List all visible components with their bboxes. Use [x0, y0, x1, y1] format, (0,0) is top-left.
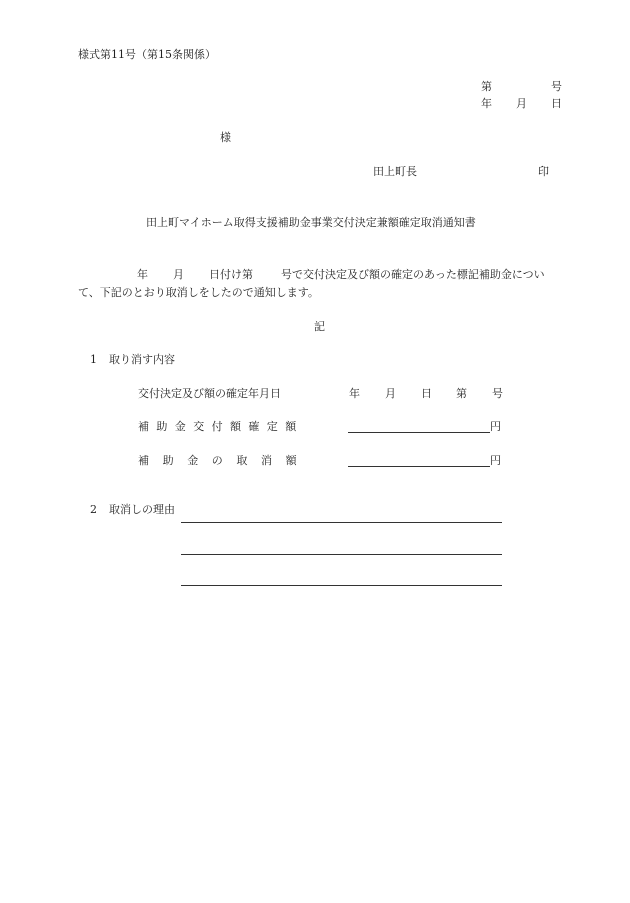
cancel-amount-unit: 円	[490, 454, 501, 467]
cancel-amount-underline	[348, 466, 490, 467]
reason-line-2	[181, 554, 502, 555]
row-decision-day: 日	[421, 387, 432, 400]
reason-line-1	[181, 522, 502, 523]
row-confirmed-amount-label: 補助金交付額確定額	[138, 420, 304, 433]
ki-heading: 記	[314, 320, 325, 333]
confirmed-amount-underline	[348, 432, 490, 433]
section1-number: 1	[90, 353, 97, 366]
row-decision-no-suffix: 号	[492, 387, 503, 400]
number-suffix: 号	[551, 80, 562, 93]
body-text-line2: て、下記のとおり取消しをしたので通知します。	[78, 286, 319, 299]
date-day: 日	[551, 97, 562, 110]
section1-heading: 取り消す内容	[109, 353, 175, 366]
number-prefix: 第	[481, 80, 492, 93]
section2-heading: 取消しの理由	[109, 503, 175, 516]
body-year: 年	[137, 268, 148, 281]
row-decision-date-label: 交付決定及び額の確定年月日	[138, 387, 281, 400]
issuer-title: 田上町長	[373, 165, 417, 178]
body-dated: 日付け第	[209, 268, 253, 281]
reason-line-3	[181, 585, 502, 586]
document-title: 田上町マイホーム取得支援補助金事業交付決定兼額確定取消通知書	[146, 216, 476, 229]
form-label: 様式第11号（第15条関係）	[78, 48, 216, 61]
row-decision-no-prefix: 第	[456, 387, 467, 400]
date-month: 月	[516, 97, 527, 110]
date-year: 年	[481, 97, 492, 110]
section2-number: 2	[90, 503, 97, 516]
confirmed-amount-unit: 円	[490, 420, 501, 433]
row-cancel-amount-label: 補助金の取消額	[138, 454, 311, 467]
row-decision-year: 年	[349, 387, 360, 400]
body-month: 月	[173, 268, 184, 281]
issuer-seal: 印	[538, 165, 549, 178]
body-text-line1: 号で交付決定及び額の確定のあった標記補助金につい	[281, 268, 545, 281]
row-decision-month: 月	[385, 387, 396, 400]
addressee-suffix: 様	[220, 131, 231, 144]
